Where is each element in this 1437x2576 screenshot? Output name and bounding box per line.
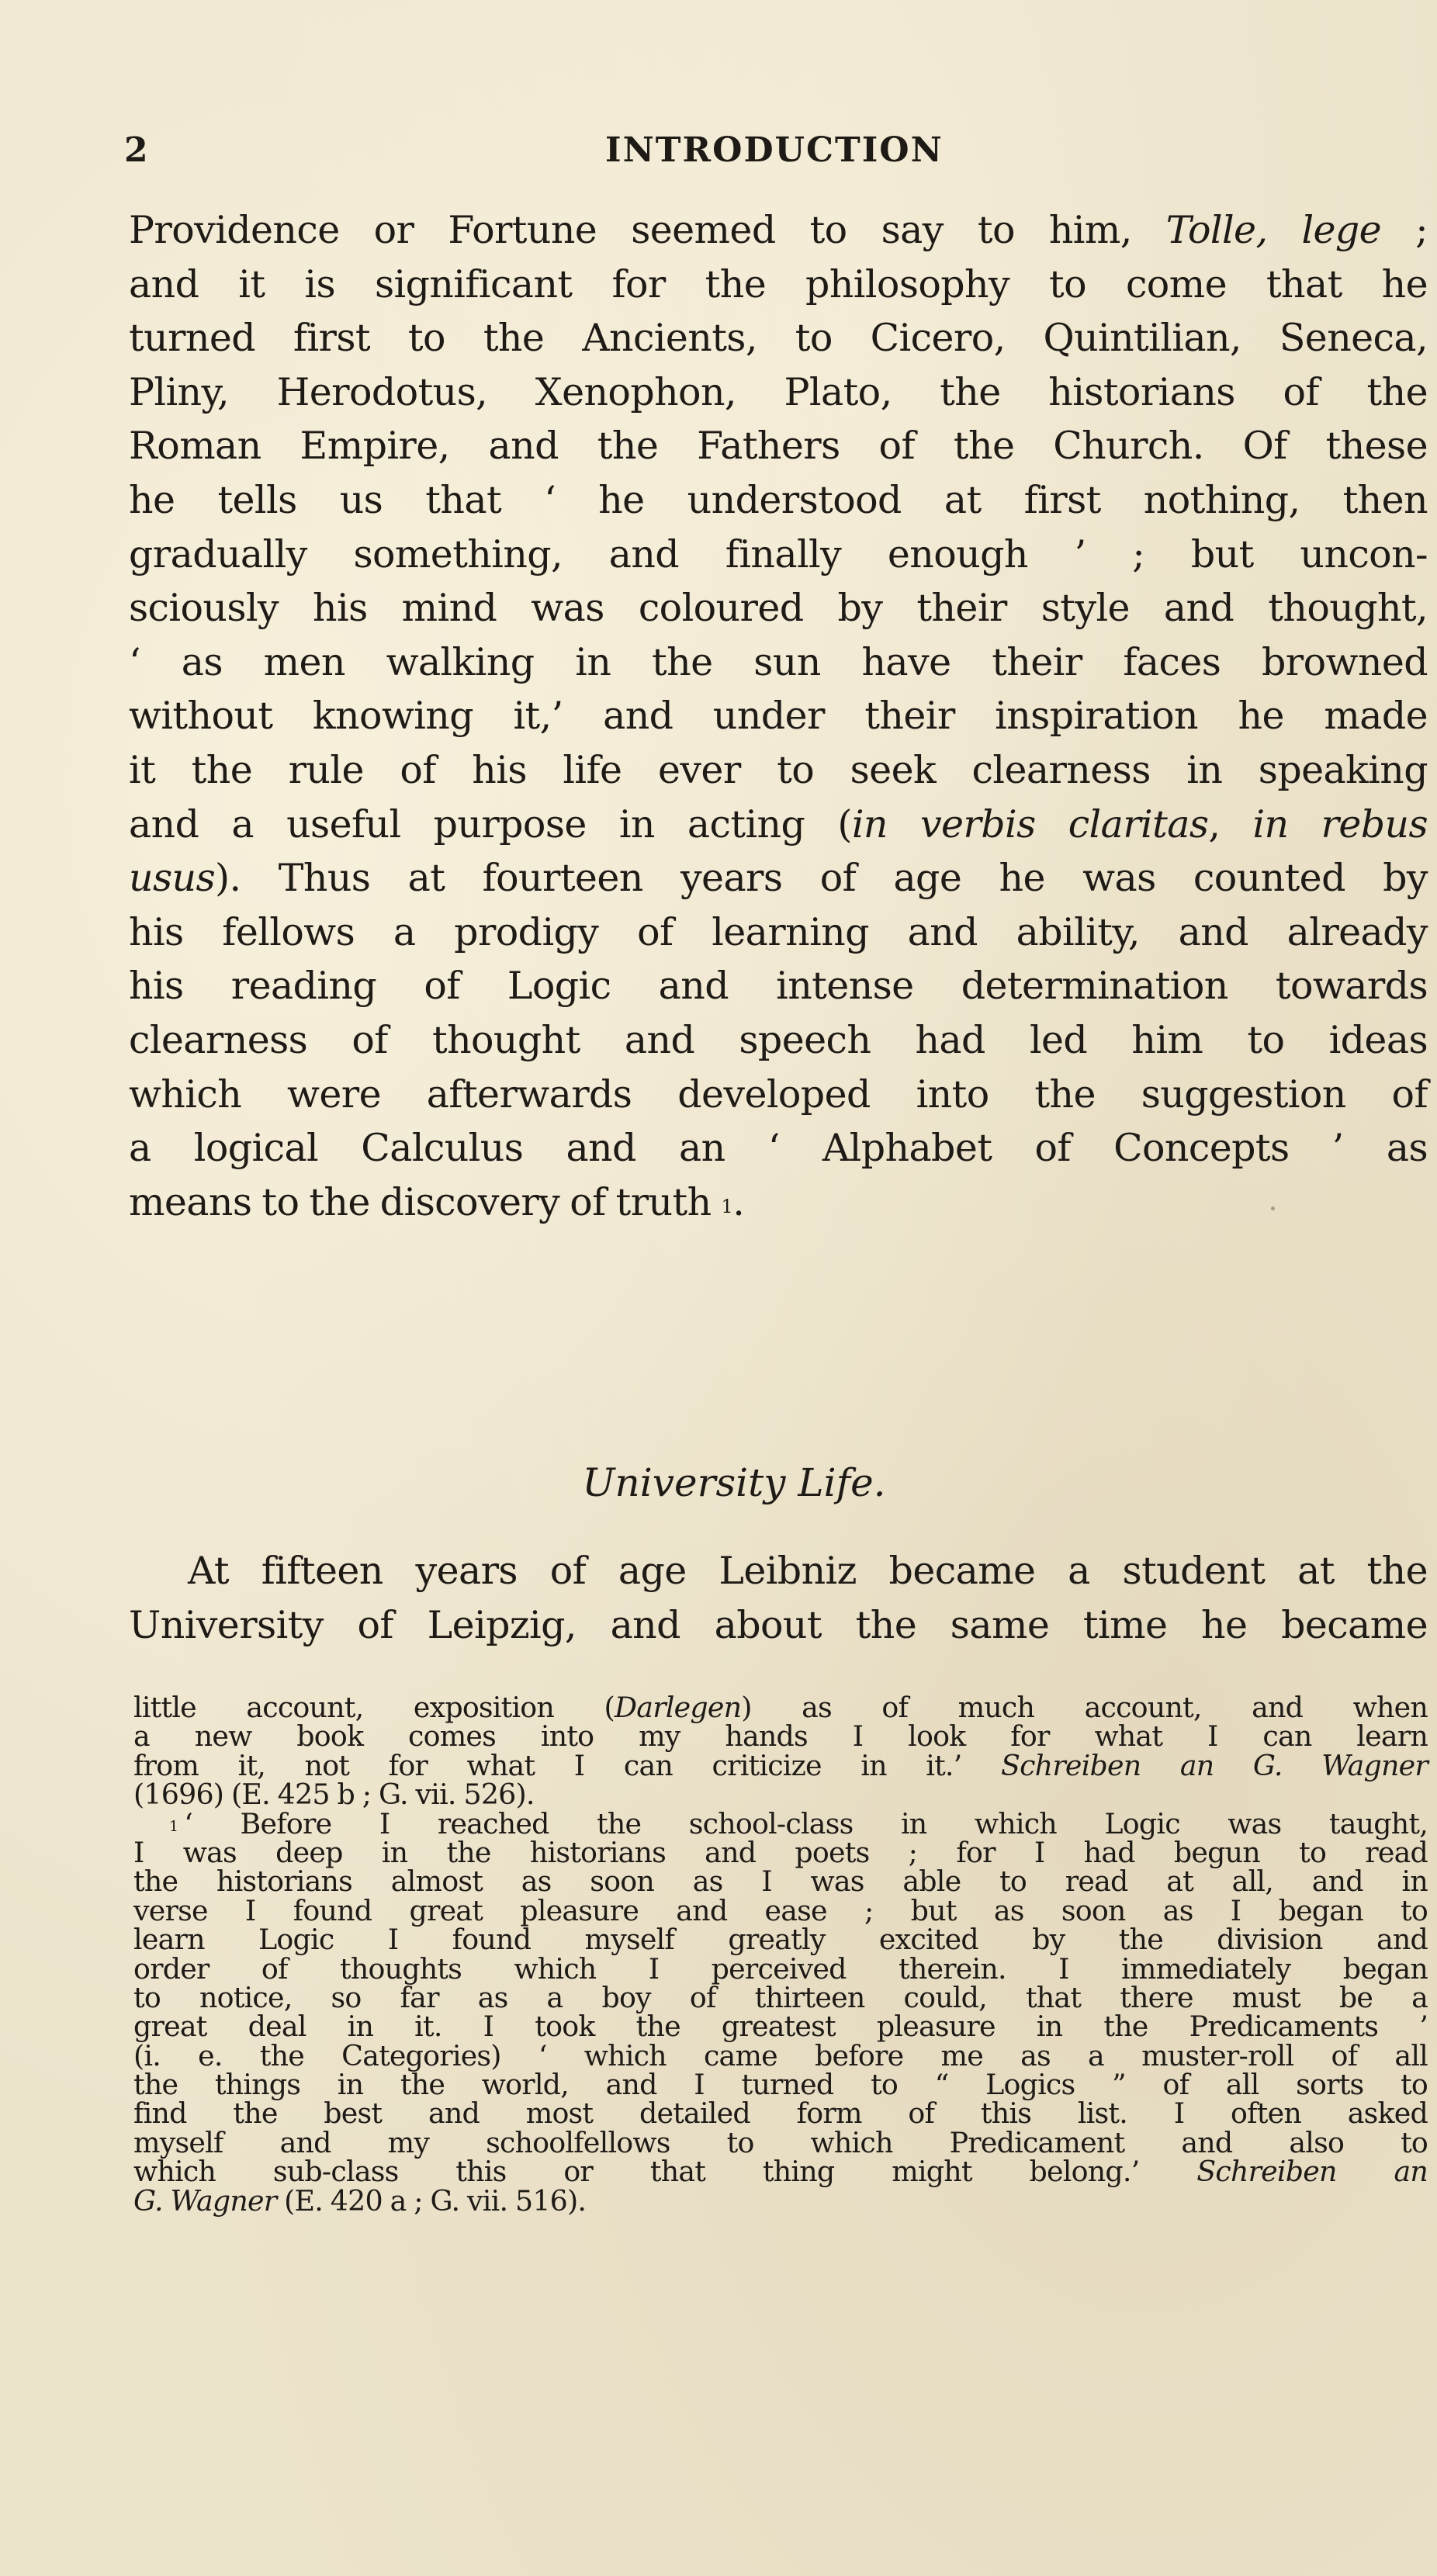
text-run: myself and my schoolfellows to which Predicament and also to (133, 2125, 1428, 2159)
text-run: the things in the world, and I turned to “ Logics ” of all sorts to (133, 2068, 1428, 2102)
footnote-line (133, 1719, 1428, 1754)
text-run: Providence or Fortune seemed to say to him, (129, 208, 1166, 252)
text-run: and a useful purpose in acting ( (129, 802, 852, 847)
text-run: which sub-class this or that thing might belong.’ (133, 2155, 1197, 2189)
text-line (129, 1175, 1428, 1230)
text-run: ). Thus at fourteen years of age he was counted by (215, 856, 1428, 901)
text-run: little account, exposition ( (133, 1691, 615, 1724)
text-line (129, 1544, 1428, 1598)
text-run: a new book comes into my hands I look for what I can learn (133, 1719, 1428, 1754)
footnote-line (133, 2068, 1428, 2102)
footnote-marker: 1 (169, 1817, 178, 1835)
text-run: verse I found great pleasure and ease ; but as soon as I began to (133, 1893, 1428, 1927)
footnote-line (133, 1693, 1428, 1722)
footnote-marker: 1 (721, 1195, 733, 1217)
footnote-line (133, 2183, 1428, 2218)
text-run: University of Leipzig, and about the same time he became (129, 1602, 1428, 1647)
italic-text: G. Wagner (133, 2183, 277, 2218)
text-line (129, 905, 1428, 960)
text-line (129, 635, 1428, 690)
italic-text: Darlegen (614, 1691, 742, 1724)
text-run: turned first to the Ancients, to Cicero, Quintilian, Seneca, (129, 316, 1428, 361)
italic-text: Schreiben an G. Wagner (1000, 1748, 1428, 1782)
footnote-line (133, 1951, 1428, 1986)
text-line (129, 1013, 1428, 1068)
text-run: it the rule of his life ever to seek clearness in speaking (129, 747, 1428, 792)
footnote-line (133, 2038, 1428, 2072)
text-run: to notice, so far as a boy of thirteen could, that there must be a (133, 1980, 1428, 2014)
text-line (129, 528, 1428, 582)
text-run: (1696) (E. 425 b ; G. vii. 526). (133, 1778, 535, 1812)
italic-text: in verbis claritas (851, 802, 1209, 847)
text-run: At fifteen years of age Leibniz became a student at the (188, 1549, 1428, 1593)
text-run: which were afterwards developed into the suggestion of (129, 1072, 1428, 1117)
text-run: ‘ Before I reached the school-class in which Logic was taught, (184, 1806, 1428, 1840)
text-run: sciously his mind was coloured by their style and thought, (129, 586, 1428, 631)
text-run: his fellows a prodigy of learning and ability, and already (129, 909, 1428, 954)
text-run: Roman Empire, and the Fathers of the Church. Of these (129, 424, 1428, 469)
text-run: order of thoughts which I perceived therein. I immediately began (133, 1951, 1428, 1986)
text-line (129, 689, 1428, 743)
footnote-line (133, 2096, 1428, 2131)
running-head (124, 130, 1428, 177)
text-line (129, 258, 1428, 312)
text-run: from it, not for what I can criticize in it.’ (133, 1748, 1001, 1782)
page-number: 2 (124, 130, 149, 170)
text-line (129, 1121, 1428, 1175)
text-run: great deal in it. I took the greatest pleasure in the Predicaments ’ (133, 2010, 1428, 2044)
text-run: (i. e. the Categories) ‘ which came before me as a muster-roll of all (133, 2038, 1428, 2072)
text-run: he tells us that ‘ he understood at first nothing, then (129, 477, 1428, 522)
text-line (129, 419, 1428, 473)
footnote-line (133, 1835, 1428, 1869)
footnote-line (133, 1806, 1428, 1840)
paper-speck (1271, 1207, 1275, 1210)
text-line (129, 203, 1428, 258)
text-line (129, 581, 1428, 635)
text-line (129, 743, 1428, 798)
text-line (129, 851, 1428, 905)
text-run: ‘ as men walking in the sun have their faces browned (129, 639, 1428, 684)
text-run: , (1208, 802, 1253, 847)
footnote-line (133, 2155, 1428, 2189)
footnote-line (133, 1923, 1428, 1957)
section-paragraph (129, 1544, 1428, 1652)
text-run: and it is significant for the philosophy to come that he (129, 261, 1428, 306)
running-title: INTRODUCTION (605, 130, 944, 170)
text-run: I was deep in the historians and poets ; for I had begun to read (133, 1835, 1428, 1869)
text-line (129, 959, 1428, 1013)
text-run: a logical Calculus and an ‘ Alphabet of Concepts ’ as (129, 1126, 1428, 1171)
text-run: the historians almost as soon as I was able to read at all, and in (133, 1864, 1428, 1899)
footnote-line (133, 2125, 1428, 2159)
italic-text: Tolle, lege (1165, 208, 1382, 252)
footnote-line (133, 1778, 1428, 1812)
text-line (129, 1068, 1428, 1122)
text-run: (E. 420 a ; G. vii. 516). (276, 2183, 587, 2218)
footnotes (133, 1691, 1428, 2218)
footnote-line (133, 1980, 1428, 2014)
section-heading: University Life. (582, 1460, 886, 1505)
footnote-line (133, 2010, 1428, 2044)
italic-text: Schreiben an (1196, 2155, 1428, 2189)
text-run: means to the discovery of truth (129, 1179, 722, 1224)
text-run: find the best and most detailed form of this list. I often asked (133, 2096, 1428, 2131)
footnote-line (133, 1748, 1428, 1782)
text-run: without knowing it,’ and under their inspiration he made (129, 694, 1428, 739)
text-run: Pliny, Herodotus, Xenophon, Plato, the historians of the (129, 369, 1428, 414)
text-run: gradually something, and finally enough ’ ; but uncon- (129, 531, 1428, 576)
italic-text: in rebus (1252, 802, 1428, 847)
text-run: his reading of Logic and intense determination towards (129, 964, 1428, 1009)
text-line (129, 1598, 1428, 1653)
text-line (129, 798, 1428, 852)
text-run: . (732, 1179, 745, 1224)
footnote-line (133, 1893, 1428, 1927)
text-run: ; (1381, 208, 1428, 252)
text-line (129, 311, 1428, 365)
main-paragraph (129, 203, 1428, 1229)
text-run: clearness of thought and speech had led him to ideas (129, 1017, 1428, 1062)
text-line (129, 365, 1428, 420)
text-run: learn Logic I found myself greatly excited by the division and (133, 1923, 1428, 1957)
text-line (129, 473, 1428, 528)
italic-text: usus (129, 856, 216, 901)
text-run: ) as of much account, and when (741, 1691, 1428, 1724)
footnote-line (133, 1864, 1428, 1899)
